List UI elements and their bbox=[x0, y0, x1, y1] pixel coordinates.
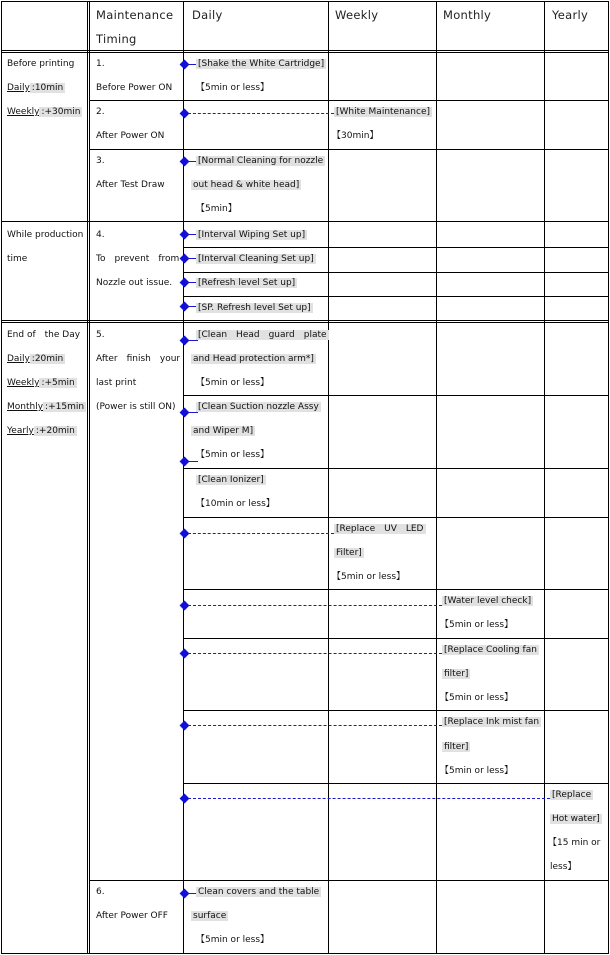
grid-line bbox=[1, 50, 609, 51]
grid-line bbox=[544, 1, 545, 954]
task-white-maintenance-title: [White Maintenance] bbox=[336, 107, 431, 117]
grid-line bbox=[1, 1, 609, 2]
section-end-title: End of the Day bbox=[7, 330, 81, 340]
grid-line bbox=[328, 1, 329, 954]
task-hot-water-time: 【15 min or bbox=[548, 838, 601, 848]
task-shake-white-title: [Shake the White Cartridge] bbox=[198, 59, 325, 69]
task-cooling-fan-title: [Replace Cooling fan bbox=[444, 645, 537, 655]
grid-line bbox=[1, 953, 609, 954]
task-head-guard-time: 【5min or less】 bbox=[196, 378, 270, 388]
task-head-guard-title: [Clean Head guard plate bbox=[198, 330, 327, 340]
grid-line bbox=[183, 517, 609, 518]
step-2-text: After Power ON bbox=[96, 131, 165, 141]
grid-line bbox=[1, 1, 2, 954]
task-uv-filter-time: 【5min or less】 bbox=[332, 572, 406, 582]
task-hot-water-title: [Replace bbox=[552, 790, 592, 800]
weekly-label: Weekly bbox=[7, 378, 40, 388]
task-white-maintenance-time: 【30min】 bbox=[332, 131, 379, 141]
connector-line bbox=[188, 533, 334, 534]
daily-label: Daily bbox=[7, 354, 30, 364]
connector-line bbox=[188, 113, 334, 114]
grid-line bbox=[436, 1, 437, 954]
section-end-weekly bbox=[7, 377, 77, 389]
task-normal-cleaning-title-line2: out head & white head] bbox=[193, 180, 300, 190]
step-5-text: After finish your bbox=[96, 354, 181, 364]
header-monthly: Monthly bbox=[443, 8, 492, 22]
section-during-title: While production bbox=[7, 230, 84, 240]
daily-value: :20min bbox=[31, 354, 64, 364]
task-clean-covers-title-line2: surface bbox=[193, 911, 227, 921]
step-4-number: 4. bbox=[96, 230, 105, 240]
connector-line bbox=[188, 798, 550, 799]
step-2-number: 2. bbox=[96, 107, 105, 117]
task-shake-white-time: 【5min or less】 bbox=[196, 83, 270, 93]
section-end-monthly bbox=[7, 401, 86, 413]
grid-line bbox=[1, 221, 609, 222]
grid-line bbox=[1, 320, 609, 321]
weekly-value: :+30min bbox=[41, 107, 81, 117]
daily-label: Daily bbox=[7, 83, 30, 93]
task-cooling-fan-title-line2: filter] bbox=[444, 669, 469, 679]
task-refresh-level: [Refresh level Set up] bbox=[198, 278, 296, 288]
header-timing: Maintenance bbox=[96, 8, 174, 22]
task-normal-cleaning-title: [Normal Cleaning for nozzle bbox=[198, 156, 324, 166]
task-suction-nozzle-time: 【5min or less】 bbox=[196, 450, 270, 460]
step-4-text-line2: Nozzle out issue. bbox=[96, 278, 173, 288]
yearly-value: :+20min bbox=[35, 426, 75, 436]
grid-line bbox=[89, 149, 609, 150]
daily-value: :10min bbox=[31, 83, 64, 93]
weekly-value: :+5min bbox=[41, 378, 75, 388]
connector-line bbox=[188, 725, 442, 726]
grid-line bbox=[1, 322, 609, 323]
task-water-level-title: [Water level check] bbox=[444, 596, 532, 606]
monthly-label: Monthly bbox=[7, 402, 44, 412]
task-cooling-fan-time: 【5min or less】 bbox=[440, 693, 514, 703]
grid-line bbox=[89, 100, 609, 101]
connector-line bbox=[188, 653, 442, 654]
header-weekly: Weekly bbox=[335, 8, 379, 22]
task-interval-wiping: [Interval Wiping Set up] bbox=[198, 230, 306, 240]
step-3-text: After Test Draw bbox=[96, 180, 165, 190]
step-6-text: After Power OFF bbox=[96, 911, 168, 921]
grid-line bbox=[183, 710, 609, 711]
header-daily: Daily bbox=[192, 8, 223, 22]
section-end-yearly bbox=[7, 425, 77, 437]
step-1-text: Before Power ON bbox=[96, 83, 173, 93]
section-end-daily bbox=[7, 353, 65, 365]
task-clean-covers-title: Clean covers and the table bbox=[198, 887, 320, 897]
monthly-value: :+15min bbox=[45, 402, 85, 412]
grid-line bbox=[183, 1, 184, 954]
weekly-label: Weekly bbox=[7, 107, 40, 117]
grid-line bbox=[183, 783, 609, 784]
grid-line bbox=[89, 880, 609, 881]
section-before-weekly bbox=[7, 106, 82, 118]
grid-line bbox=[183, 247, 609, 248]
task-clean-covers-time: 【5min or less】 bbox=[196, 935, 270, 945]
task-hot-water-time-line2: less】 bbox=[550, 862, 577, 872]
grid-line bbox=[183, 272, 609, 273]
yearly-label: Yearly bbox=[7, 426, 34, 436]
connector-tick bbox=[186, 461, 198, 462]
task-uv-filter-title-line2: Filter] bbox=[336, 548, 362, 558]
grid-line bbox=[183, 638, 609, 639]
task-ionizer-title: [Clean Ionizer] bbox=[198, 475, 264, 485]
section-before-daily bbox=[7, 82, 65, 94]
grid-line bbox=[608, 1, 609, 954]
task-water-level-time: 【5min or less】 bbox=[440, 620, 514, 630]
step-3-number: 3. bbox=[96, 156, 105, 166]
grid-line bbox=[87, 1, 88, 954]
grid-line bbox=[1, 52, 609, 53]
task-suction-nozzle-title-line2: and Wiper M] bbox=[193, 426, 254, 436]
task-uv-filter-title: [Replace UV LED bbox=[336, 524, 424, 534]
grid-line bbox=[183, 395, 609, 396]
header-timing-line2: Timing bbox=[96, 32, 137, 46]
task-ink-mist-time: 【5min or less】 bbox=[440, 766, 514, 776]
grid-line bbox=[183, 296, 609, 297]
task-interval-cleaning: [Interval Cleaning Set up] bbox=[198, 254, 314, 264]
grid-line bbox=[183, 589, 609, 590]
step-5-text-line2: last print bbox=[96, 378, 137, 388]
section-during-title-line2: time bbox=[7, 254, 28, 264]
grid-line bbox=[89, 1, 90, 954]
grid-line bbox=[183, 468, 609, 469]
section-before-title: Before printing bbox=[7, 59, 75, 69]
task-ink-mist-title-line2: filter] bbox=[444, 742, 469, 752]
step-5-number: 5. bbox=[96, 330, 105, 340]
connector-line bbox=[188, 605, 442, 606]
task-suction-nozzle-title: [Clean Suction nozzle Assy bbox=[198, 402, 319, 412]
task-ionizer-time: 【10min or less】 bbox=[196, 499, 275, 509]
task-hot-water-title-line2: Hot water] bbox=[552, 814, 600, 824]
task-head-guard-title-line2: and Head protection arm*] bbox=[193, 354, 314, 364]
step-6-number: 6. bbox=[96, 887, 105, 897]
header-yearly: Yearly bbox=[552, 8, 589, 22]
task-ink-mist-title: [Replace Ink mist fan bbox=[444, 717, 540, 727]
step-1-number: 1. bbox=[96, 59, 105, 69]
task-sp-refresh-level: [SP. Refresh level Set up] bbox=[198, 303, 311, 313]
step-4-text: To prevent from bbox=[96, 254, 180, 264]
task-normal-cleaning-time: 【5min】 bbox=[196, 204, 237, 214]
step-5-text-line3: (Power is still ON) bbox=[96, 402, 176, 412]
